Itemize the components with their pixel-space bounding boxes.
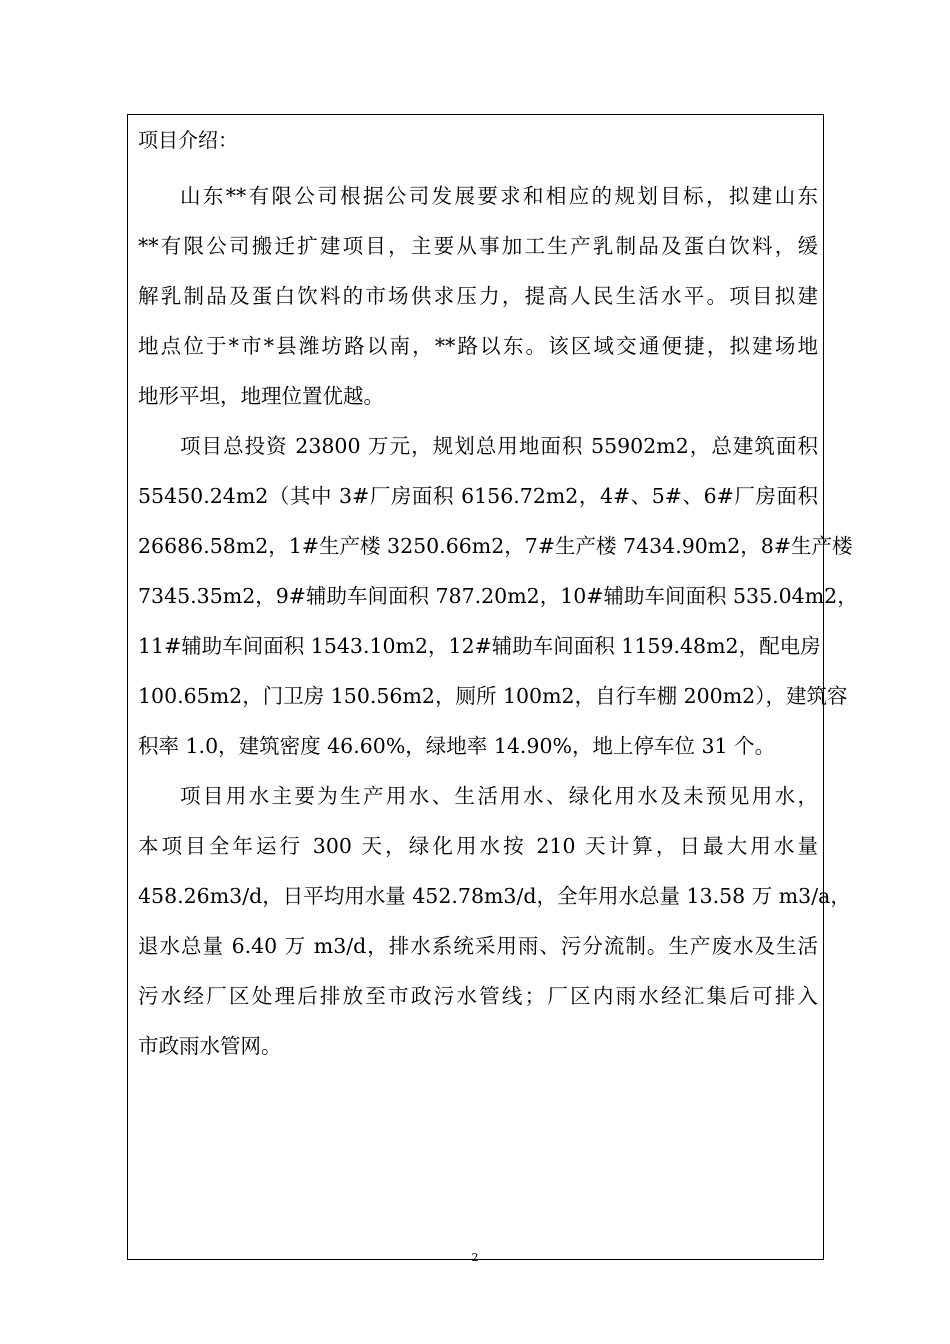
document-content [138, 121, 858, 1071]
text-line: 7345.35m2，9#辅助车间面积 787.20m2，10#辅助车间面积 535.04m2， [138, 584, 858, 608]
text-line: **有限公司搬迁扩建项目，主要从事加工生产乳制品及蛋白饮料，缓 [138, 234, 818, 258]
text-line: 解乳制品及蛋白饮料的市场供求压力，提高人民生活水平。项目拟建 [138, 284, 818, 308]
page-number: 2 [471, 1251, 479, 1264]
section-heading: 项目介绍： [138, 128, 238, 152]
text-line: 458.26m3/d，日平均用水量 452.78m3/d，全年用水总量 13.58 万 m3/a， [138, 884, 851, 908]
text-line: 11#辅助车间面积 1543.10m2，12#辅助车间面积 1159.48m2，配电房 [138, 634, 821, 658]
document-frame [127, 114, 858, 1260]
text-line: 退水总量 6.40 万 m3/d，排水系统采用雨、污分流制。生产废水及生活 [138, 934, 818, 958]
text-line: 26686.58m2，1#生产楼 3250.66m2，7#生产楼 7434.90m2，8#生产楼 [138, 534, 853, 558]
text-line: 地形平坦，地理位置优越。 [138, 384, 384, 408]
paragraph-project-overview [138, 171, 818, 421]
paragraph-investment-area [138, 421, 858, 771]
text-line: 市政雨水管网。 [138, 1034, 282, 1058]
paragraph-water-usage [138, 771, 851, 1071]
text-line: 本项目全年运行 300 天，绿化用水按 210 天计算，日最大用水量 [138, 834, 818, 858]
text-line: 积率 1.0，建筑密度 46.60%，绿地率 14.90%，地上停车位 31 个。 [138, 734, 776, 758]
text-line: 55450.24m2（其中 3#厂房面积 6156.72m2，4#、5#、6#厂房面积 [138, 484, 818, 508]
text-line: 山东**有限公司根据公司发展要求和相应的规划目标，拟建山东 [180, 184, 818, 208]
text-line: 污水经厂区处理后排放至市政污水管线；厂区内雨水经汇集后可排入 [138, 984, 818, 1008]
text-line: 地点位于*市*县潍坊路以南，**路以东。该区域交通便捷，拟建场地 [138, 334, 818, 358]
text-line: 项目总投资 23800 万元，规划总用地面积 55902m2，总建筑面积 [180, 434, 818, 458]
text-line: 项目用水主要为生产用水、生活用水、绿化用水及未预见用水， [180, 784, 818, 808]
text-line: 100.65m2，门卫房 150.56m2，厕所 100m2，自行车棚 200m2），建筑容 [138, 684, 848, 708]
